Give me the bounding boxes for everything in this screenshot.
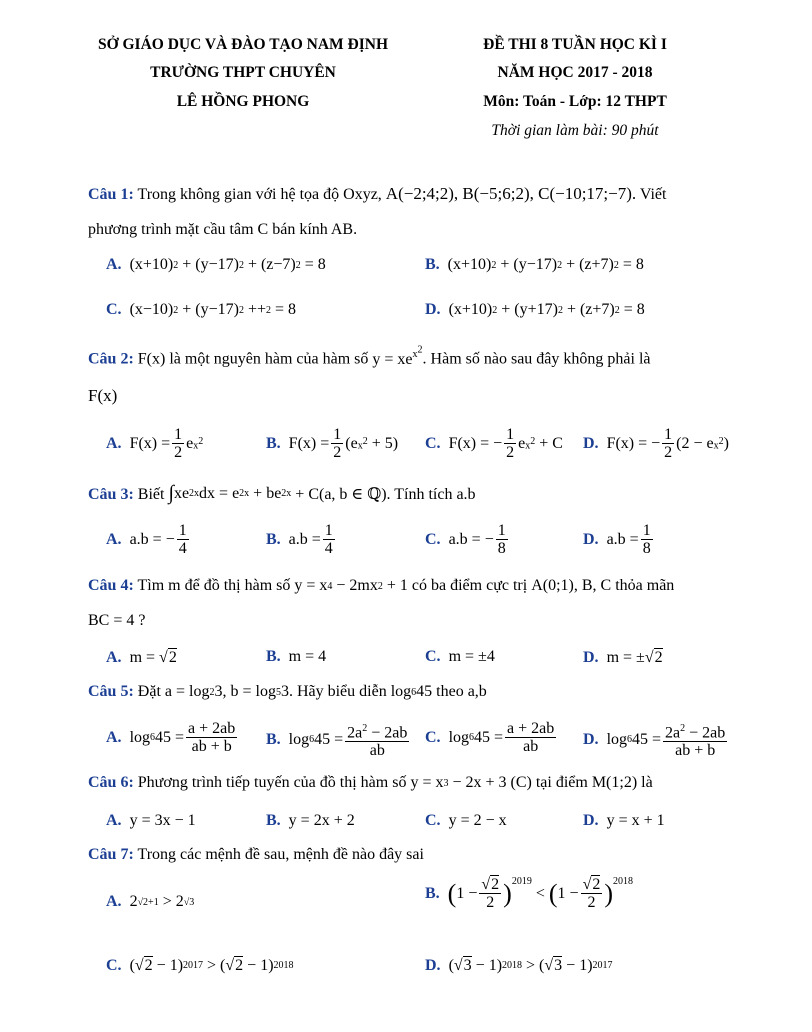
question-3-number: Câu 3: (88, 486, 134, 503)
q6-option-d-formula: y = x + 1 (606, 812, 665, 829)
option-label: C. (425, 434, 441, 452)
question-4 (88, 577, 674, 595)
option-label: A. (106, 728, 122, 746)
question-3 (88, 482, 476, 505)
q2-option-a[interactable] (106, 426, 203, 461)
option-label: A. (106, 256, 122, 273)
q3-option-a-formula: a.b = − 1 4 (129, 522, 187, 557)
option-label: B. (266, 434, 281, 452)
question-4-line2: BC = 4 ? (88, 612, 146, 629)
q1-option-a-formula: (x+10) 2 + (y−17) 2 + (z−7) 2 = 8 (129, 256, 326, 273)
q5-option-c-formula: log 6 45 = a + 2ab ab (448, 720, 555, 755)
option-label: A. (106, 434, 122, 452)
q6-option-d[interactable] (583, 812, 665, 830)
option-label: A. (106, 893, 122, 910)
option-label: B. (425, 256, 440, 273)
question-6-function: y = x 3 − 2x + 3 (C) (410, 774, 532, 791)
header-right-line3: Môn: Toán - Lớp: 12 THPT (483, 93, 667, 110)
question-1-text: Trong không gian với hệ tọa độ Oxyz, (137, 186, 382, 203)
option-label: A. (106, 648, 122, 666)
question-6-text1: Phương trình tiếp tuyến của đồ thị hàm số (137, 774, 407, 791)
q6-option-b-formula: y = 2x + 2 (288, 812, 355, 829)
q7-option-b-formula: ( 1 − √2 2 ) $^{2019}$ < ( 1 − √2 2 ) $^{2018}$ (447, 876, 634, 911)
q6-option-c[interactable] (425, 812, 507, 830)
question-6-text3: là (641, 774, 653, 791)
question-4-text2: có ba điểm cực trị (411, 577, 528, 594)
q1-option-d[interactable] (425, 301, 645, 319)
question-4-text3: thỏa mãn (615, 577, 675, 594)
question-1-line2: phương trình mặt cầu tâm C bán kính AB. (88, 221, 358, 238)
q5-option-c[interactable] (425, 720, 558, 755)
q7-option-d[interactable] (425, 956, 613, 975)
q4-option-c-formula: m = ±4 (448, 648, 495, 665)
question-3-text1: Biết (137, 486, 165, 503)
q5-option-b[interactable] (266, 720, 411, 759)
option-label: C. (425, 648, 441, 665)
option-label: D. (583, 812, 599, 829)
q3-option-b-formula: a.b = 1 4 (288, 522, 333, 557)
question-3-text2: . Tính tích a.b (386, 486, 476, 503)
option-label: C. (106, 956, 122, 974)
q3-option-d[interactable] (583, 522, 655, 557)
question-6-number: Câu 6: (88, 774, 134, 791)
q2-option-d-formula: F(x) = − 1 2 (2 − e $x^2$ ) (606, 426, 729, 461)
q1-option-c[interactable] (106, 301, 296, 319)
q3-option-c[interactable] (425, 522, 510, 557)
question-1-number: Câu 1: (88, 186, 134, 203)
question-5-text1: Đặt (137, 683, 161, 700)
question-1 (88, 184, 666, 204)
question-6-point: M(1;2) (591, 774, 638, 791)
q3-option-c-formula: a.b = − 1 8 (448, 522, 506, 557)
q7-option-c[interactable] (106, 956, 294, 975)
q2-option-b-formula: F(x) = 1 2 (e $x^2$ + 5) (288, 426, 399, 461)
option-label: B. (266, 648, 281, 665)
q5-option-a-formula: log 6 45 = a + 2ab ab + b (129, 720, 236, 755)
option-label: B. (425, 884, 440, 902)
question-5-number: Câu 5: (88, 683, 134, 700)
option-label: D. (583, 648, 599, 666)
option-label: C. (425, 812, 441, 829)
q1-option-b-formula: (x+10) 2 + (y−17) 2 + (z+7) 2 = 8 (447, 256, 644, 273)
q1-option-a[interactable] (106, 256, 326, 274)
option-label: D. (583, 434, 599, 452)
q6-option-b[interactable] (266, 812, 355, 830)
header-left-line2: TRƯỜNG THPT CHUYÊN (150, 64, 336, 81)
q2-option-c-formula: F(x) = − 1 2 e $x^2$ + C (448, 426, 563, 461)
option-label: D. (425, 956, 441, 974)
q2-option-a-formula: F(x) = 1 2 e $x^2$ (129, 426, 204, 461)
q7-option-a-formula: 2 √2+1 > 2 √3 (129, 893, 195, 910)
q4-option-a[interactable] (106, 648, 177, 667)
q3-option-d-formula: a.b = 1 8 (606, 522, 651, 557)
q4-option-c[interactable] (425, 648, 495, 666)
header-time: Thời gian làm bài: 90 phút (491, 122, 659, 139)
q4-option-d-formula: m = ±√ 2 (606, 648, 663, 666)
question-5-text3: theo a,b (436, 683, 487, 700)
question-5 (88, 683, 487, 701)
option-label: D. (425, 301, 441, 318)
question-5-target: log 6 45 (390, 683, 433, 700)
question-2-line2: F(x) (88, 386, 118, 405)
question-4-points: A(0;1), B, C (531, 577, 612, 594)
q3-option-b[interactable] (266, 522, 337, 557)
q4-option-d[interactable] (583, 648, 663, 667)
question-4-function: y = x 4 − 2mx 2 + 1 (294, 577, 408, 594)
q5-option-d[interactable] (583, 720, 729, 759)
question-5-text2: . Hãy biểu diễn (288, 683, 387, 700)
q7-option-d-formula: (√ 3 − 1) 2018 > (√ 3 − 1) 2017 (448, 956, 613, 974)
option-label: A. (106, 530, 122, 548)
q7-option-c-formula: (√ 2 − 1) 2017 > (√ 2 − 1) 2018 (129, 956, 294, 974)
option-label: A. (106, 812, 122, 829)
option-label: C. (106, 301, 122, 318)
header-right-line1: ĐỀ THI 8 TUẦN HỌC KÌ I (483, 36, 667, 53)
q2-option-d[interactable] (583, 426, 729, 461)
q1-option-b[interactable] (425, 256, 644, 274)
question-6 (88, 774, 653, 792)
question-1-points: A(−2;4;2), B(−5;6;2), C(−10;17;−7). (385, 184, 637, 203)
q1-option-c-formula: (x−10) 2 + (y−17) 2 ++ 2 = 8 (129, 301, 297, 318)
question-2-number: Câu 2: (88, 350, 134, 368)
question-7-number: Câu 7: (88, 846, 134, 863)
question-3-integral: ∫ xe 2x dx = e 2x + be 2x + C(a, b ∈ ℚ) (168, 482, 387, 504)
q4-option-b[interactable] (266, 648, 326, 666)
q6-option-a-formula: y = 3x − 1 (129, 812, 196, 829)
option-label: C. (425, 530, 441, 548)
question-2-text2: . Hàm số nào sau đây không phải là (422, 350, 651, 368)
option-label: D. (583, 730, 599, 748)
q7-option-a[interactable] (106, 893, 194, 911)
question-2-fx: F(x) (137, 350, 166, 368)
option-label: C. (425, 728, 441, 746)
question-5-def: a = log 2 3, b = log 5 3 (164, 683, 289, 700)
q6-option-a[interactable] (106, 812, 196, 830)
question-2-function: $y = xe^{x^2}$ (372, 345, 423, 368)
q2-option-c[interactable] (425, 426, 563, 461)
q5-option-a[interactable] (106, 720, 239, 755)
question-7 (88, 846, 424, 864)
option-label: D. (583, 530, 599, 548)
question-1-tail: Viết (639, 186, 667, 203)
q3-option-a[interactable] (106, 522, 191, 557)
question-4-number: Câu 4: (88, 577, 134, 594)
q2-option-b[interactable] (266, 426, 398, 461)
question-4-text1: Tìm m để đồ thị hàm số (137, 577, 291, 594)
option-label: B. (266, 730, 281, 748)
q1-option-d-formula: (x+10) 2 + (y+17) 2 + (z+7) 2 = 8 (448, 301, 645, 318)
question-2-text1: là một nguyên hàm của hàm số (169, 350, 369, 368)
header-left-line3: LÊ HỒNG PHONG (176, 93, 310, 110)
q4-option-a-formula: m = √ 2 (129, 648, 177, 666)
q5-option-b-formula: log 6 45 = $2a^2 - 2ab$ ab (289, 720, 412, 759)
option-label: B. (266, 530, 281, 548)
header-right-line2: NĂM HỌC 2017 - 2018 (497, 64, 653, 81)
question-7-text: Trong các mệnh đề sau, mệnh đề nào đây sai (137, 846, 424, 863)
option-label: B. (266, 812, 281, 829)
question-2 (88, 345, 650, 369)
q7-option-b[interactable] (425, 876, 633, 911)
q4-option-b-formula: m = 4 (288, 648, 327, 665)
q5-option-d-formula: log 6 45 = $2a^2 - 2ab$ ab + b (607, 720, 730, 759)
question-6-text2: tại điểm (535, 774, 588, 791)
header-left-line1: SỞ GIÁO DỤC VÀ ĐÀO TẠO NAM ĐỊNH (97, 36, 389, 53)
q6-option-c-formula: y = 2 − x (448, 812, 507, 829)
